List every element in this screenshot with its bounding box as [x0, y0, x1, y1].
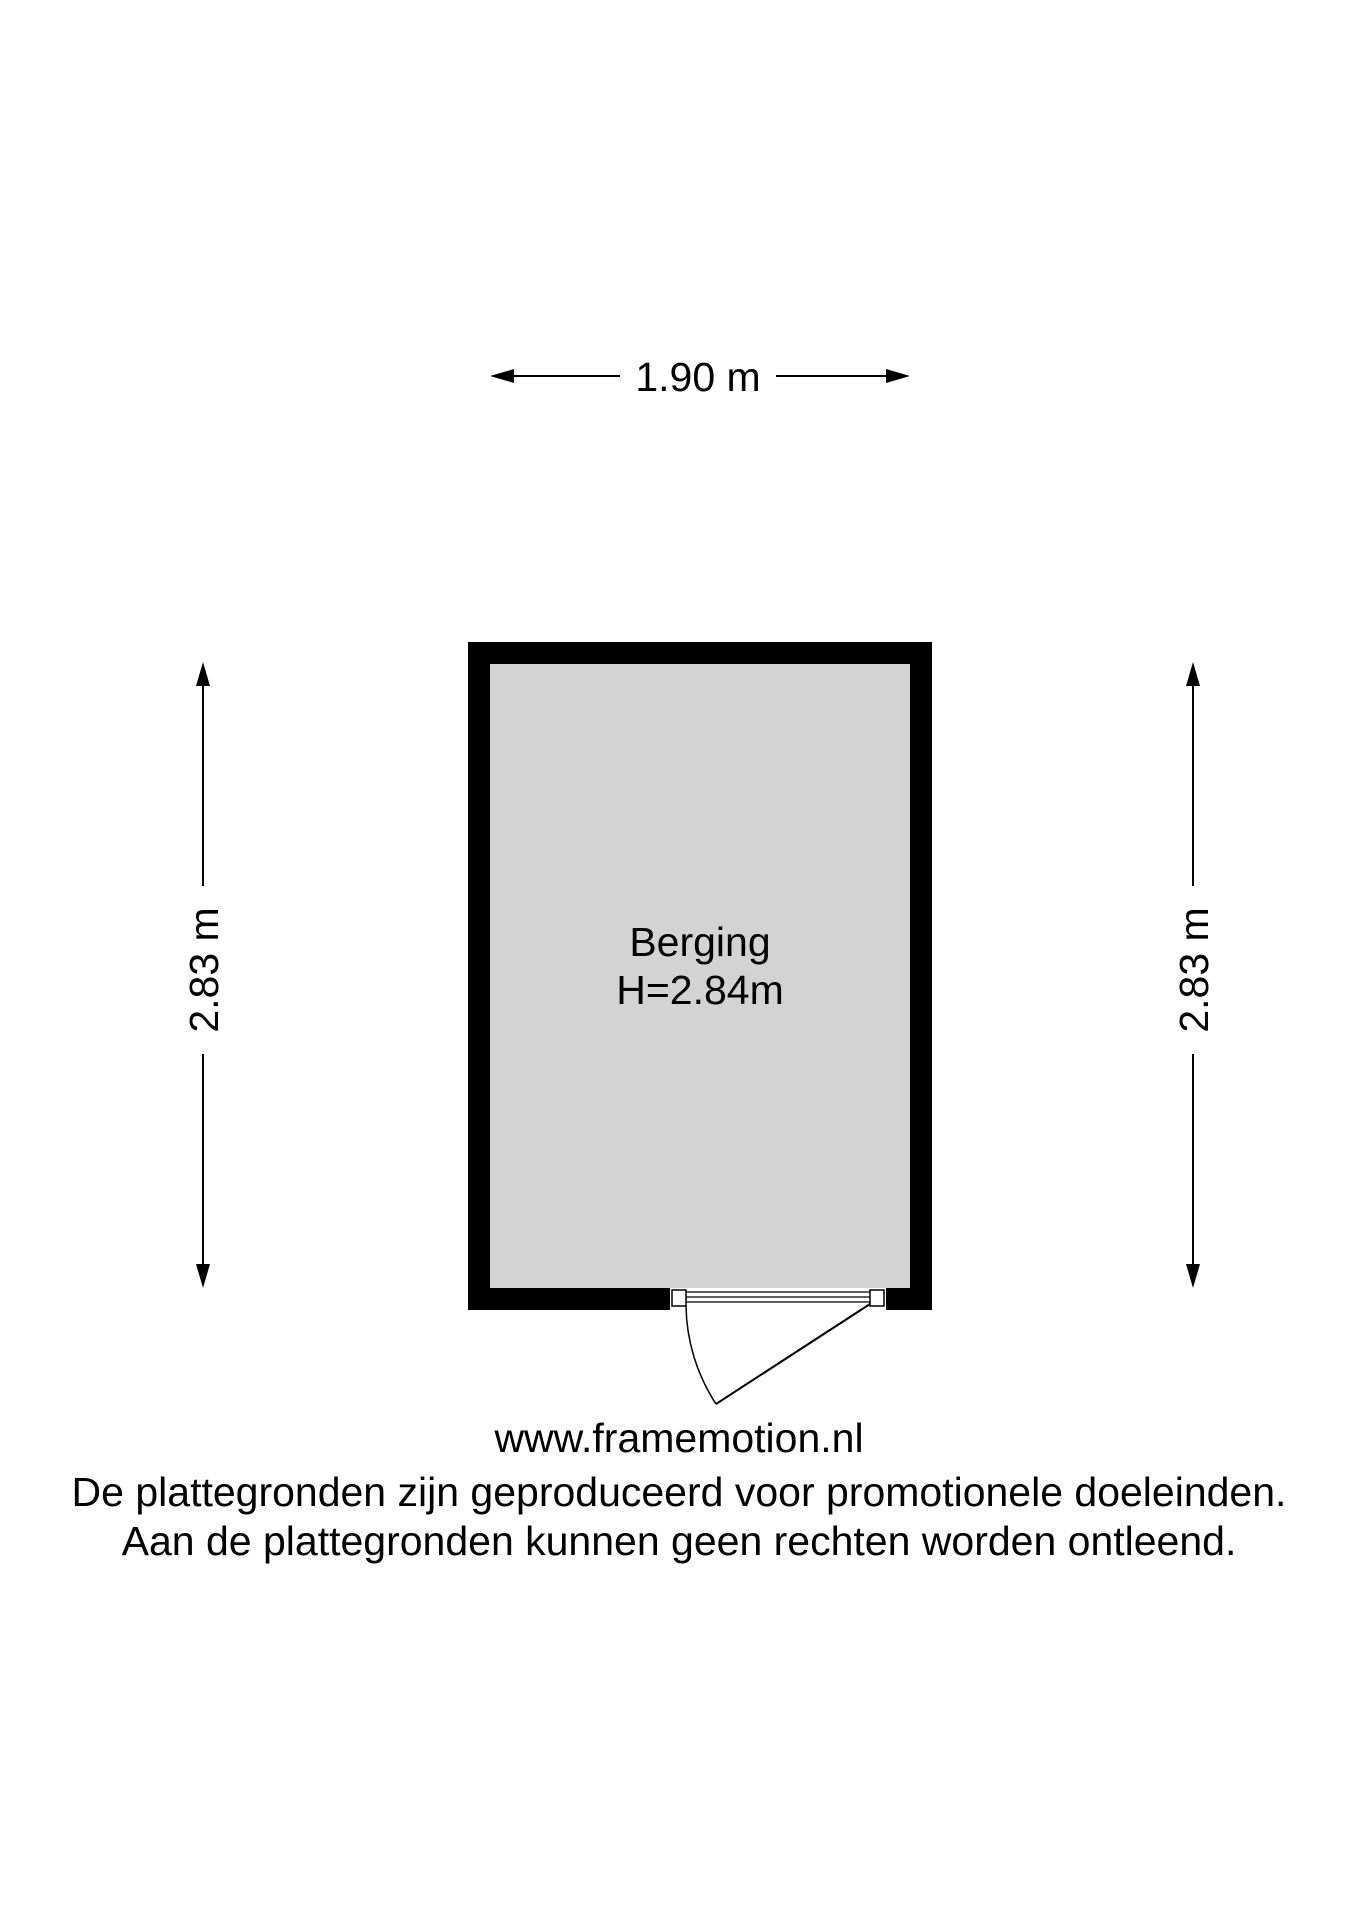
- arrow-left-icon: [490, 369, 514, 383]
- dimension-right: [1171, 662, 1217, 1288]
- dimension-label-left: 2.83 m: [181, 907, 227, 1033]
- arrow-up-icon: [1186, 662, 1200, 686]
- arrow-up-icon: [196, 662, 210, 686]
- door-swing-arc: [686, 1306, 716, 1404]
- dimension-label-right: 2.83 m: [1171, 907, 1217, 1033]
- arrow-right-icon: [886, 369, 910, 383]
- dimension-top: [490, 354, 910, 400]
- arrow-down-icon: [1186, 1264, 1200, 1288]
- website-text: www.framemotion.nl: [494, 1415, 864, 1461]
- disclaimer-line-2: Aan de plattegronden kunnen geen rechten worden ontleend.: [121, 1518, 1237, 1564]
- dimension-left: [181, 662, 227, 1288]
- room-height-label: H=2.84m: [616, 967, 784, 1013]
- arrow-down-icon: [196, 1264, 210, 1288]
- disclaimer-line-1: De plattegronden zijn geproduceerd voor promotionele doeleinden.: [71, 1469, 1287, 1515]
- room-name-label: Berging: [629, 919, 771, 965]
- door-jamb-left: [672, 1290, 686, 1306]
- door-opening: [670, 1288, 886, 1310]
- door-leaf: [716, 1304, 870, 1404]
- room-berging: [468, 642, 932, 1404]
- door-jamb-right: [870, 1290, 884, 1306]
- dimension-label-top: 1.90 m: [635, 354, 761, 400]
